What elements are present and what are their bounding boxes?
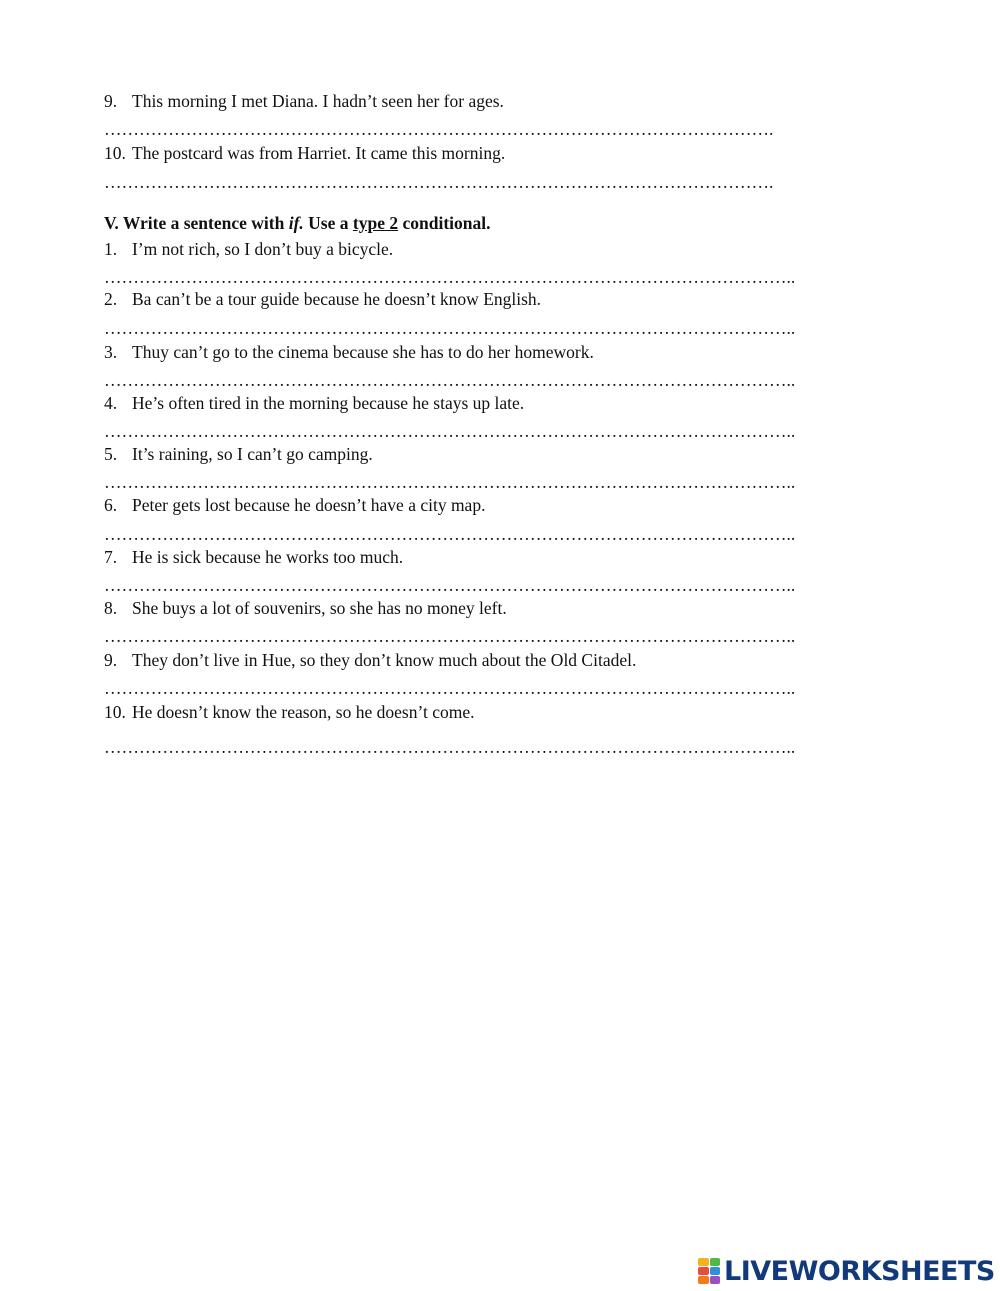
item-number: 10. bbox=[104, 702, 126, 722]
logo-block bbox=[698, 1258, 709, 1266]
item-text: It’s raining, so I can’t go camping. bbox=[132, 444, 373, 464]
answer-line[interactable]: ……………………………………………………………………………………………………….. bbox=[104, 318, 796, 338]
heading-text: conditional. bbox=[398, 213, 491, 233]
logo-block bbox=[710, 1267, 721, 1275]
logo-block bbox=[710, 1258, 721, 1266]
item-number: 8. bbox=[104, 598, 118, 618]
heading-text: Use a bbox=[303, 213, 353, 233]
v-item-7 bbox=[104, 547, 403, 567]
prev-item-9 bbox=[104, 91, 504, 111]
logo-block bbox=[698, 1267, 709, 1275]
item-number: 2. bbox=[104, 289, 118, 309]
v-item-9 bbox=[104, 650, 636, 670]
item-text: He is sick because he works too much. bbox=[132, 547, 404, 567]
v-item-6 bbox=[104, 495, 485, 515]
section-v-heading bbox=[104, 213, 490, 233]
heading-type: type 2 bbox=[352, 213, 399, 233]
item-number: 9. bbox=[104, 650, 118, 670]
item-text: Peter gets lost because he doesn’t have a city map. bbox=[132, 495, 486, 515]
item-number: 9. bbox=[104, 91, 118, 111]
liveworksheets-logo bbox=[698, 1256, 995, 1286]
item-text: He’s often tired in the morning because he stays up late. bbox=[132, 393, 525, 413]
item-text: I’m not rich, so I don’t buy a bicycle. bbox=[132, 239, 394, 259]
answer-line[interactable]: ……………………………………………………………………………………………………. bbox=[104, 119, 774, 139]
item-number: 7. bbox=[104, 547, 118, 567]
item-text: Ba can’t be a tour guide because he doesn’t know English. bbox=[132, 289, 542, 309]
item-number: 6. bbox=[104, 495, 118, 515]
item-text: The postcard was from Harriet. It came this morning. bbox=[132, 143, 506, 163]
logo-block bbox=[710, 1276, 721, 1284]
item-number: 1. bbox=[104, 239, 118, 259]
answer-line[interactable]: ……………………………………………………………………………………………………….. bbox=[104, 575, 796, 595]
logo-block bbox=[698, 1276, 709, 1284]
logo-text: LIVEWORKSHEETS bbox=[724, 1255, 995, 1287]
item-number: 10. bbox=[104, 143, 126, 163]
item-text: Thuy can’t go to the cinema because she has to do her homework. bbox=[132, 342, 594, 362]
v-item-10 bbox=[104, 702, 474, 722]
heading-if: if. bbox=[288, 213, 304, 233]
v-item-3 bbox=[104, 342, 594, 362]
v-item-4 bbox=[104, 393, 524, 413]
v-item-2 bbox=[104, 289, 541, 309]
prev-item-10 bbox=[104, 143, 505, 163]
v-item-5 bbox=[104, 444, 373, 464]
item-text: They don’t live in Hue, so they don’t know much about the Old Citadel. bbox=[132, 650, 637, 670]
answer-line[interactable]: ……………………………………………………………………………………………………….. bbox=[104, 626, 796, 646]
answer-line[interactable]: ……………………………………………………………………………………………………….. bbox=[104, 472, 796, 492]
item-number: 5. bbox=[104, 444, 118, 464]
item-text: He doesn’t know the reason, so he doesn’t come. bbox=[132, 702, 475, 722]
v-item-1 bbox=[104, 239, 393, 259]
answer-line[interactable]: ……………………………………………………………………………………………………….. bbox=[104, 678, 796, 698]
answer-line[interactable]: ……………………………………………………………………………………………………….. bbox=[104, 524, 796, 544]
logo-blocks-icon bbox=[698, 1258, 720, 1284]
item-text: This morning I met Diana. I hadn’t seen her for ages. bbox=[132, 91, 504, 111]
item-number: 4. bbox=[104, 393, 118, 413]
answer-line[interactable]: ……………………………………………………………………………………………………….. bbox=[104, 737, 796, 757]
answer-line[interactable]: ……………………………………………………………………………………………………….. bbox=[104, 370, 796, 390]
answer-line[interactable]: ……………………………………………………………………………………………………. bbox=[104, 172, 774, 192]
v-item-8 bbox=[104, 598, 507, 618]
heading-text: V. Write a sentence with bbox=[104, 213, 289, 233]
item-number: 3. bbox=[104, 342, 118, 362]
answer-line[interactable]: ……………………………………………………………………………………………………….. bbox=[104, 267, 796, 287]
item-text: She buys a lot of souvenirs, so she has no money left. bbox=[132, 598, 507, 618]
answer-line[interactable]: ……………………………………………………………………………………………………….. bbox=[104, 421, 796, 441]
